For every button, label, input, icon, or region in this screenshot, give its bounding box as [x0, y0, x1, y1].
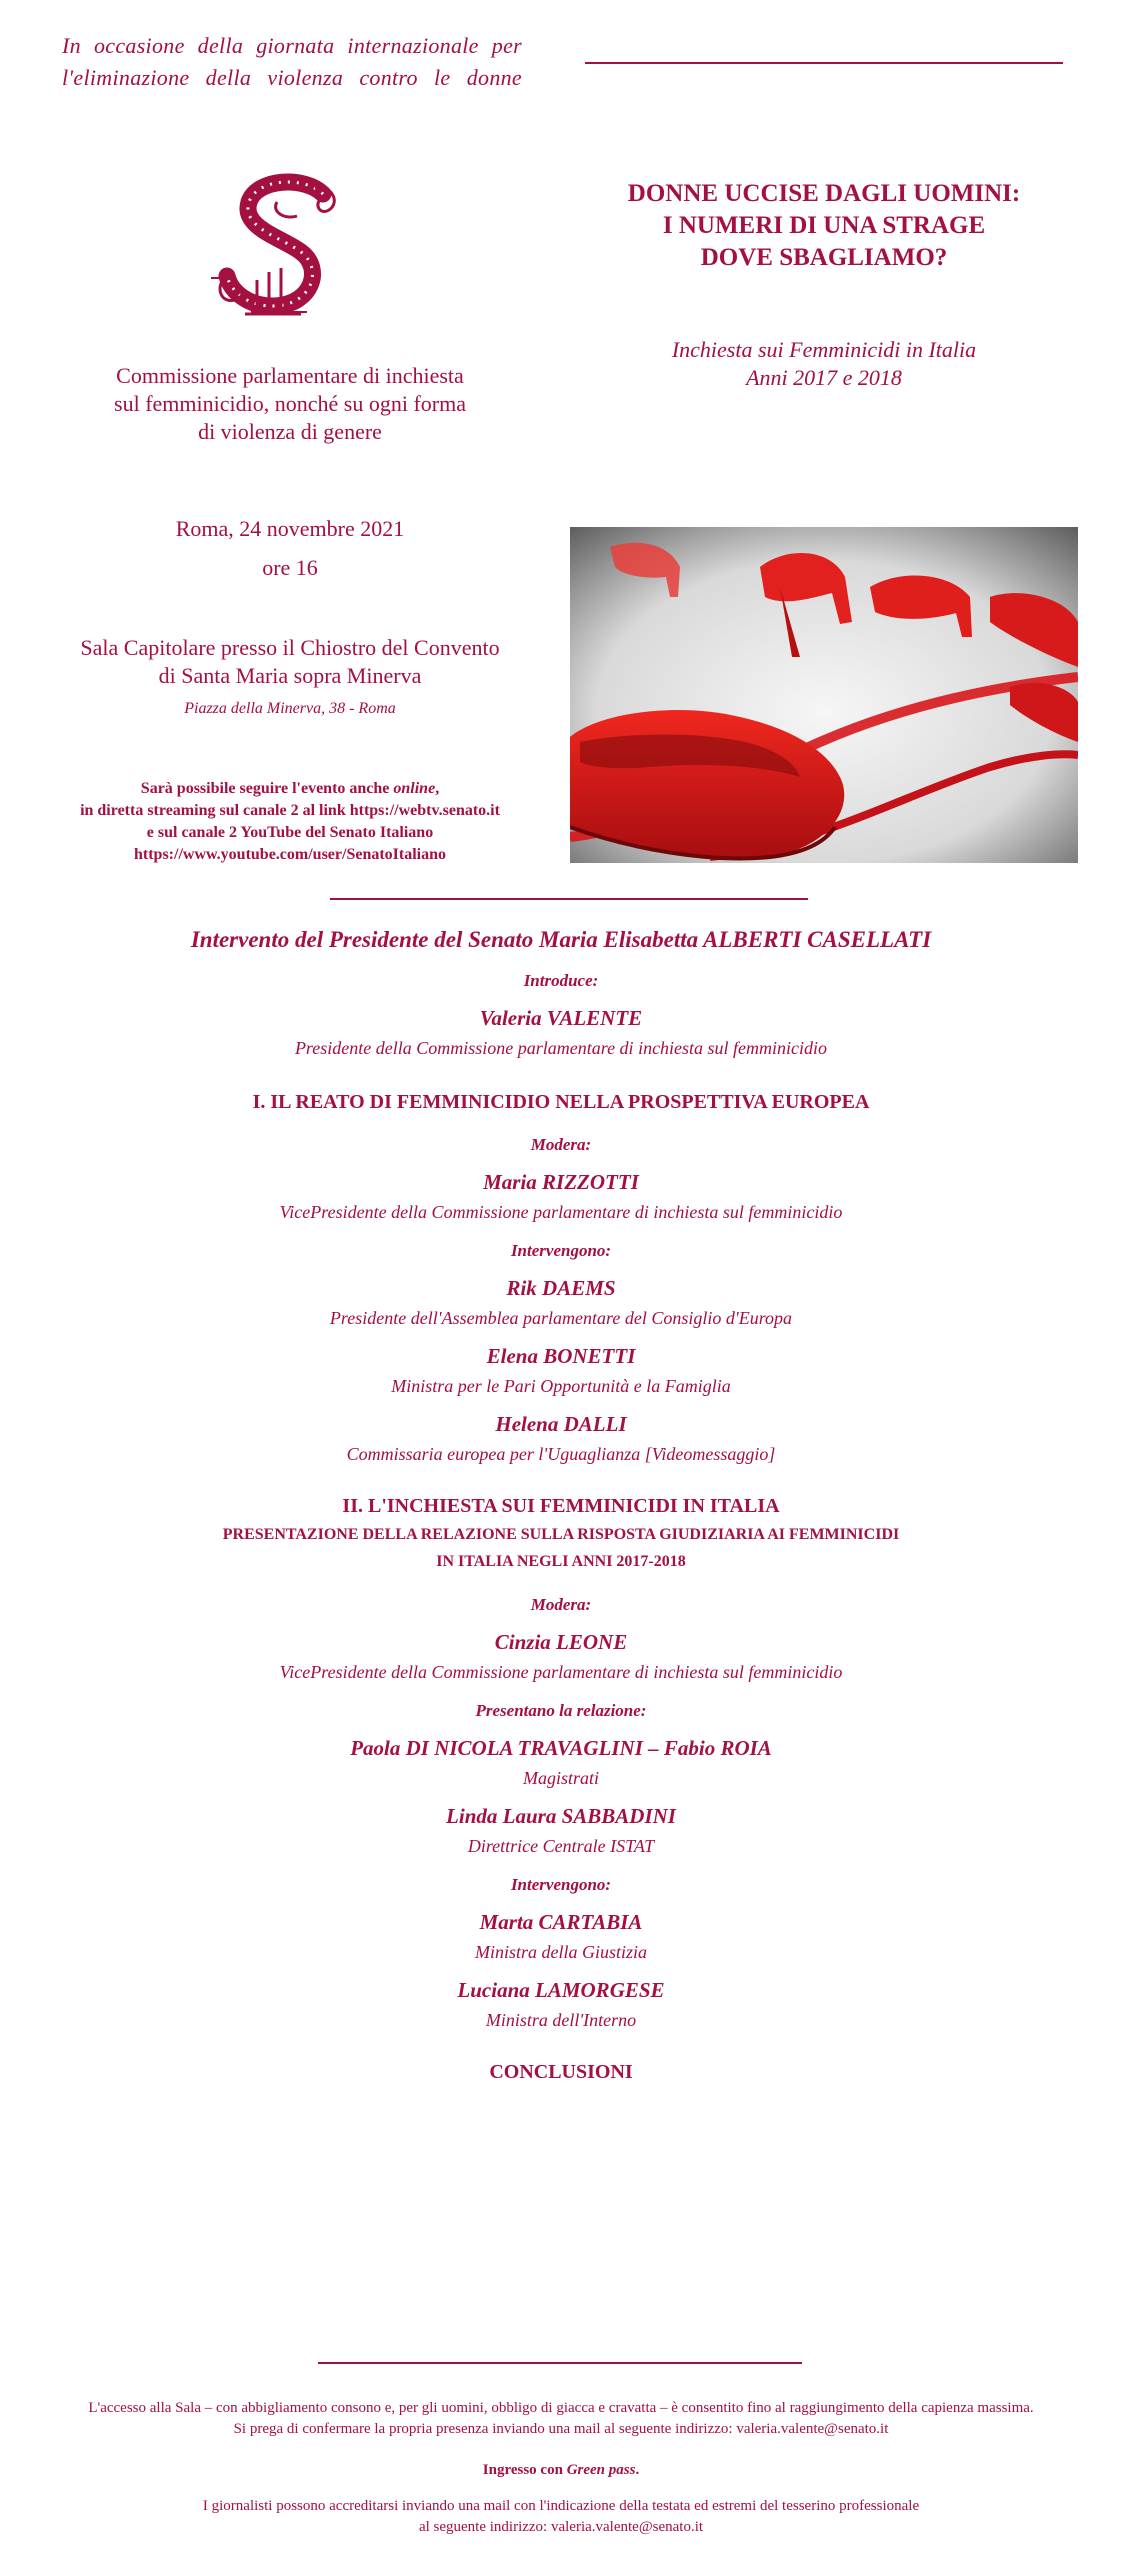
subtitle-line-1: Inchiesta sui Femminicidi in Italia: [671, 337, 977, 362]
senate-s-logo-icon: [205, 172, 355, 322]
s2-modera-label: Modera:: [530, 1595, 592, 1614]
introduce-label: Introduce:: [523, 971, 599, 990]
subtitle-line-2: Anni 2017 e 2018: [746, 365, 902, 390]
s2-speaker-name: Marta CARTABIA: [479, 1910, 643, 1934]
s2-intervengono-label: Intervengono:: [510, 1875, 612, 1894]
press-line-1: I giornalisti possono accreditarsi inviando una mail con l'indicazione della testata ed estremi del tesserino professionale: [202, 2498, 920, 2514]
title-line-2: I NUMERI DI UNA STRAGE: [662, 212, 986, 239]
s2-presentano-label: Presentano la relazione:: [475, 1701, 647, 1720]
s1-modera-label: Modera:: [530, 1135, 592, 1154]
greenpass-text: Ingresso con: [482, 2462, 567, 2478]
press-line-2: al seguente indirizzo: valeria.valente@senato.it: [418, 2519, 704, 2535]
s2-speaker-role: Ministra dell'Interno: [485, 2010, 637, 2030]
s2-modera-name: Cinzia LEONE: [494, 1630, 628, 1654]
s2-speaker-role: Ministra della Giustizia: [474, 1942, 647, 1962]
s2-presenter-role: Magistrati: [522, 1768, 599, 1788]
greenpass-notice: [0, 2460, 1122, 2481]
red-shoes-image: [570, 527, 1078, 863]
s1-speaker-role: Commissaria europea per l'Uguaglianza [Videomessaggio]: [346, 1444, 776, 1464]
event-time: ore 16: [262, 555, 318, 580]
section-2-title: II. L'INCHIESTA SUI FEMMINICIDI IN ITALIA: [342, 1495, 780, 1517]
commission-line-2: sul femminicidio, nonché su ogni forma: [114, 391, 466, 416]
s1-intervengono-label: Intervengono:: [510, 1241, 612, 1260]
s2-presenter-name: Linda Laura SABBADINI: [446, 1804, 676, 1828]
top-divider: [330, 898, 808, 900]
press-notice: [0, 2496, 1122, 2538]
president-intro: Intervento del Presidente del Senato Maria Elisabetta ALBERTI CASELLATI: [190, 927, 932, 952]
access-line-2: Si prega di confermare la propria presenza inviando una mail al seguente indirizzo: valeria.valente@senato.it: [233, 2421, 889, 2437]
streaming-info: [40, 778, 540, 866]
streaming-text: Sarà possibile seguire l'evento anche: [140, 780, 394, 797]
occasion-line-2: l'eliminazione della violenza contro le donne: [62, 65, 522, 90]
greenpass-word: Green pass: [566, 2462, 636, 2478]
occasion-text: [62, 30, 522, 94]
commission-line-1: Commissione parlamentare di inchiesta: [116, 363, 464, 388]
event-date: Roma, 24 novembre 2021: [175, 516, 405, 541]
occasion-line-1: In occasione della giornata internazionale per: [62, 33, 522, 58]
commission-line-3: di violenza di genere: [198, 419, 382, 444]
bottom-divider: [318, 2362, 802, 2364]
s1-speaker-name: Rik DAEMS: [506, 1276, 616, 1300]
title-line-3: DOVE SBAGLIAMO?: [700, 244, 948, 271]
s1-speaker-role: Presidente dell'Assemblea parlamentare del Consiglio d'Europa: [329, 1308, 793, 1328]
section-2-subtitle-line-1: PRESENTAZIONE DELLA RELAZIONE SULLA RISPOSTA GIUDIZIARIA AI FEMMINICIDI: [222, 1526, 900, 1543]
event-subtitle: [570, 336, 1078, 392]
streaming-youtube-line: e sul canale 2 YouTube del Senato Italiano: [146, 824, 434, 841]
venue-line-1: Sala Capitolare presso il Chiostro del Convento: [80, 635, 500, 660]
title-line-1: DONNE UCCISE DAGLI UOMINI:: [627, 180, 1021, 207]
section-1-title: I. IL REATO DI FEMMINICIDIO NELLA PROSPETTIVA EUROPEA: [252, 1091, 870, 1113]
s1-modera-role: VicePresidente della Commissione parlamentare di inchiesta sul femminicidio: [279, 1202, 843, 1222]
venue-line-2: di Santa Maria sopra Minerva: [158, 663, 422, 688]
introduce-name: Valeria VALENTE: [479, 1006, 643, 1030]
streaming-online-word: online: [393, 780, 436, 797]
s2-modera-role: VicePresidente della Commissione parlamentare di inchiesta sul femminicidio: [279, 1662, 843, 1682]
commission-name: [60, 362, 520, 446]
section-2-subtitle-line-2: IN ITALIA NEGLI ANNI 2017-2018: [436, 1553, 686, 1570]
s1-speaker-role: Ministra per le Pari Opportunità e la Famiglia: [391, 1376, 731, 1396]
access-notice: [0, 2398, 1122, 2440]
access-line-1: L'accesso alla Sala – con abbigliamento consono e, per gli uomini, obbligo di giacca e cravatta – è consentito fino al raggiungimento della capienza massima.: [88, 2400, 1034, 2416]
event-address: Piazza della Minerva, 38 - Roma: [184, 700, 396, 717]
youtube-link[interactable]: https://www.youtube.com/user/SenatoItaliano: [133, 846, 447, 863]
s1-speaker-name: Elena BONETTI: [486, 1344, 636, 1368]
s1-speaker-name: Helena DALLI: [495, 1412, 627, 1436]
greenpass-period: .: [635, 2462, 640, 2478]
event-title: [570, 178, 1078, 274]
streaming-line-1: [40, 778, 540, 800]
streaming-comma: ,: [435, 780, 440, 797]
senate-logo: [205, 172, 355, 322]
s1-modera-name: Maria RIZZOTTI: [483, 1170, 639, 1194]
s2-speaker-name: Luciana LAMORGESE: [457, 1978, 665, 2002]
agenda: [0, 925, 1122, 2087]
s2-presenter-name: Paola DI NICOLA TRAVAGLINI – Fabio ROIA: [350, 1736, 772, 1760]
conclusioni: CONCLUSIONI: [489, 2061, 633, 2083]
s2-presenter-role: Direttrice Centrale ISTAT: [467, 1836, 655, 1856]
streaming-webtv-line[interactable]: in diretta streaming sul canale 2 al link https://webtv.senato.it: [80, 802, 500, 819]
header-divider: [585, 62, 1063, 64]
introduce-role: Presidente della Commissione parlamentare di inchiesta sul femminicidio: [294, 1038, 828, 1058]
event-venue: [40, 634, 540, 690]
